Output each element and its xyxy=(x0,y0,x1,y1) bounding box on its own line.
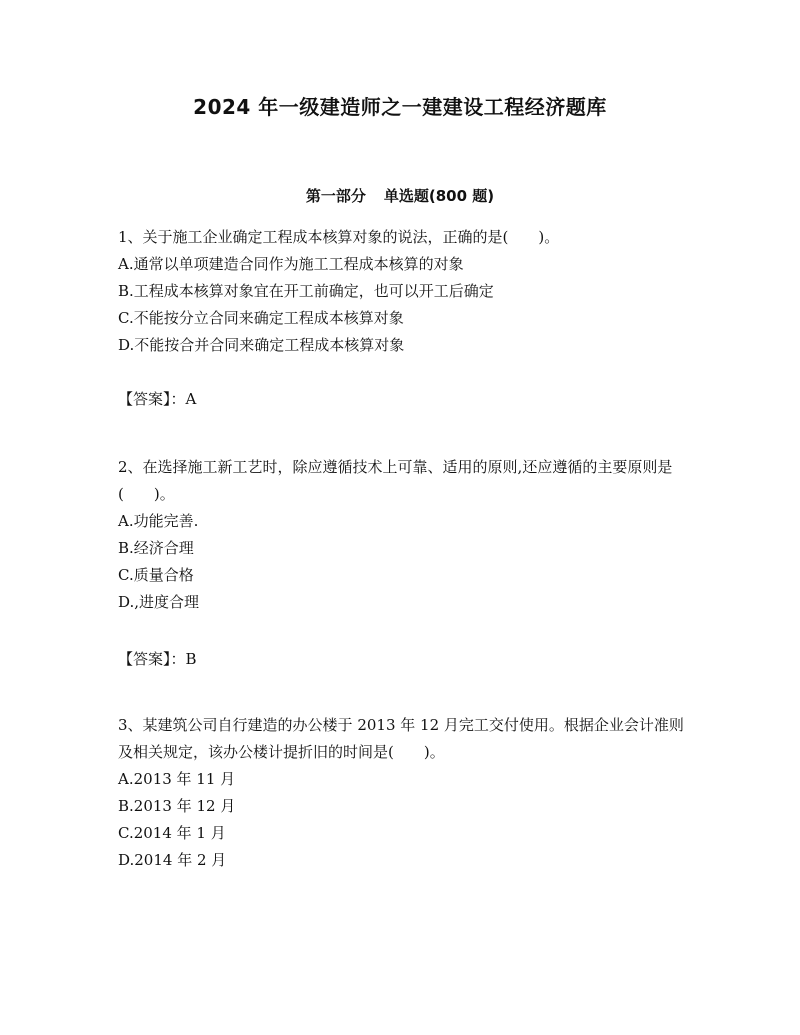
question-stem: 3、某建筑公司自行建造的办公楼于 2013 年 12 月完工交付使用。根据企业会计准则及相关规定，该办公楼计提折旧的时间是( )。 xyxy=(118,716,684,761)
option-b: B.2013 年 12 月 xyxy=(118,797,236,815)
section-name: 单选题(800 题) xyxy=(383,187,495,205)
option-d: D.,进度合理 xyxy=(118,593,200,611)
document-title: 2024 年一级建造师之一建建设工程经济题库 xyxy=(193,95,607,119)
option-b: B.经济合理 xyxy=(118,539,194,557)
answer-1: 【答案】：A xyxy=(118,390,197,408)
question-stem: 2、在选择施工新工艺时，除应遵循技术上可靠、适用的原则,还应遵循的主要原则是( )。 xyxy=(118,458,673,503)
option-a: A.通常以单项建造合同作为施工工程成本核算的对象 xyxy=(118,255,464,273)
option-c: C.不能按分立合同来确定工程成本核算对象 xyxy=(118,309,404,327)
question-3 xyxy=(118,712,688,874)
option-a: A.2013 年 11 月 xyxy=(118,770,236,788)
option-d: D.不能按合并合同来确定工程成本核算对象 xyxy=(118,336,405,354)
option-d: D.2014 年 2 月 xyxy=(118,851,227,869)
question-2 xyxy=(118,454,688,616)
answer-2: 【答案】：B xyxy=(118,650,197,668)
question-stem: 1、关于施工企业确定工程成本核算对象的说法，正确的是( )。 xyxy=(118,228,560,246)
section-part: 第一部分 xyxy=(305,187,366,205)
option-a: A.功能完善. xyxy=(118,512,199,530)
question-1 xyxy=(118,224,688,359)
option-c: C.质量合格 xyxy=(118,566,194,584)
section-heading xyxy=(0,184,800,208)
option-c: C.2014 年 1 月 xyxy=(118,824,226,842)
option-b: B.工程成本核算对象宜在开工前确定，也可以开工后确定 xyxy=(118,282,494,300)
